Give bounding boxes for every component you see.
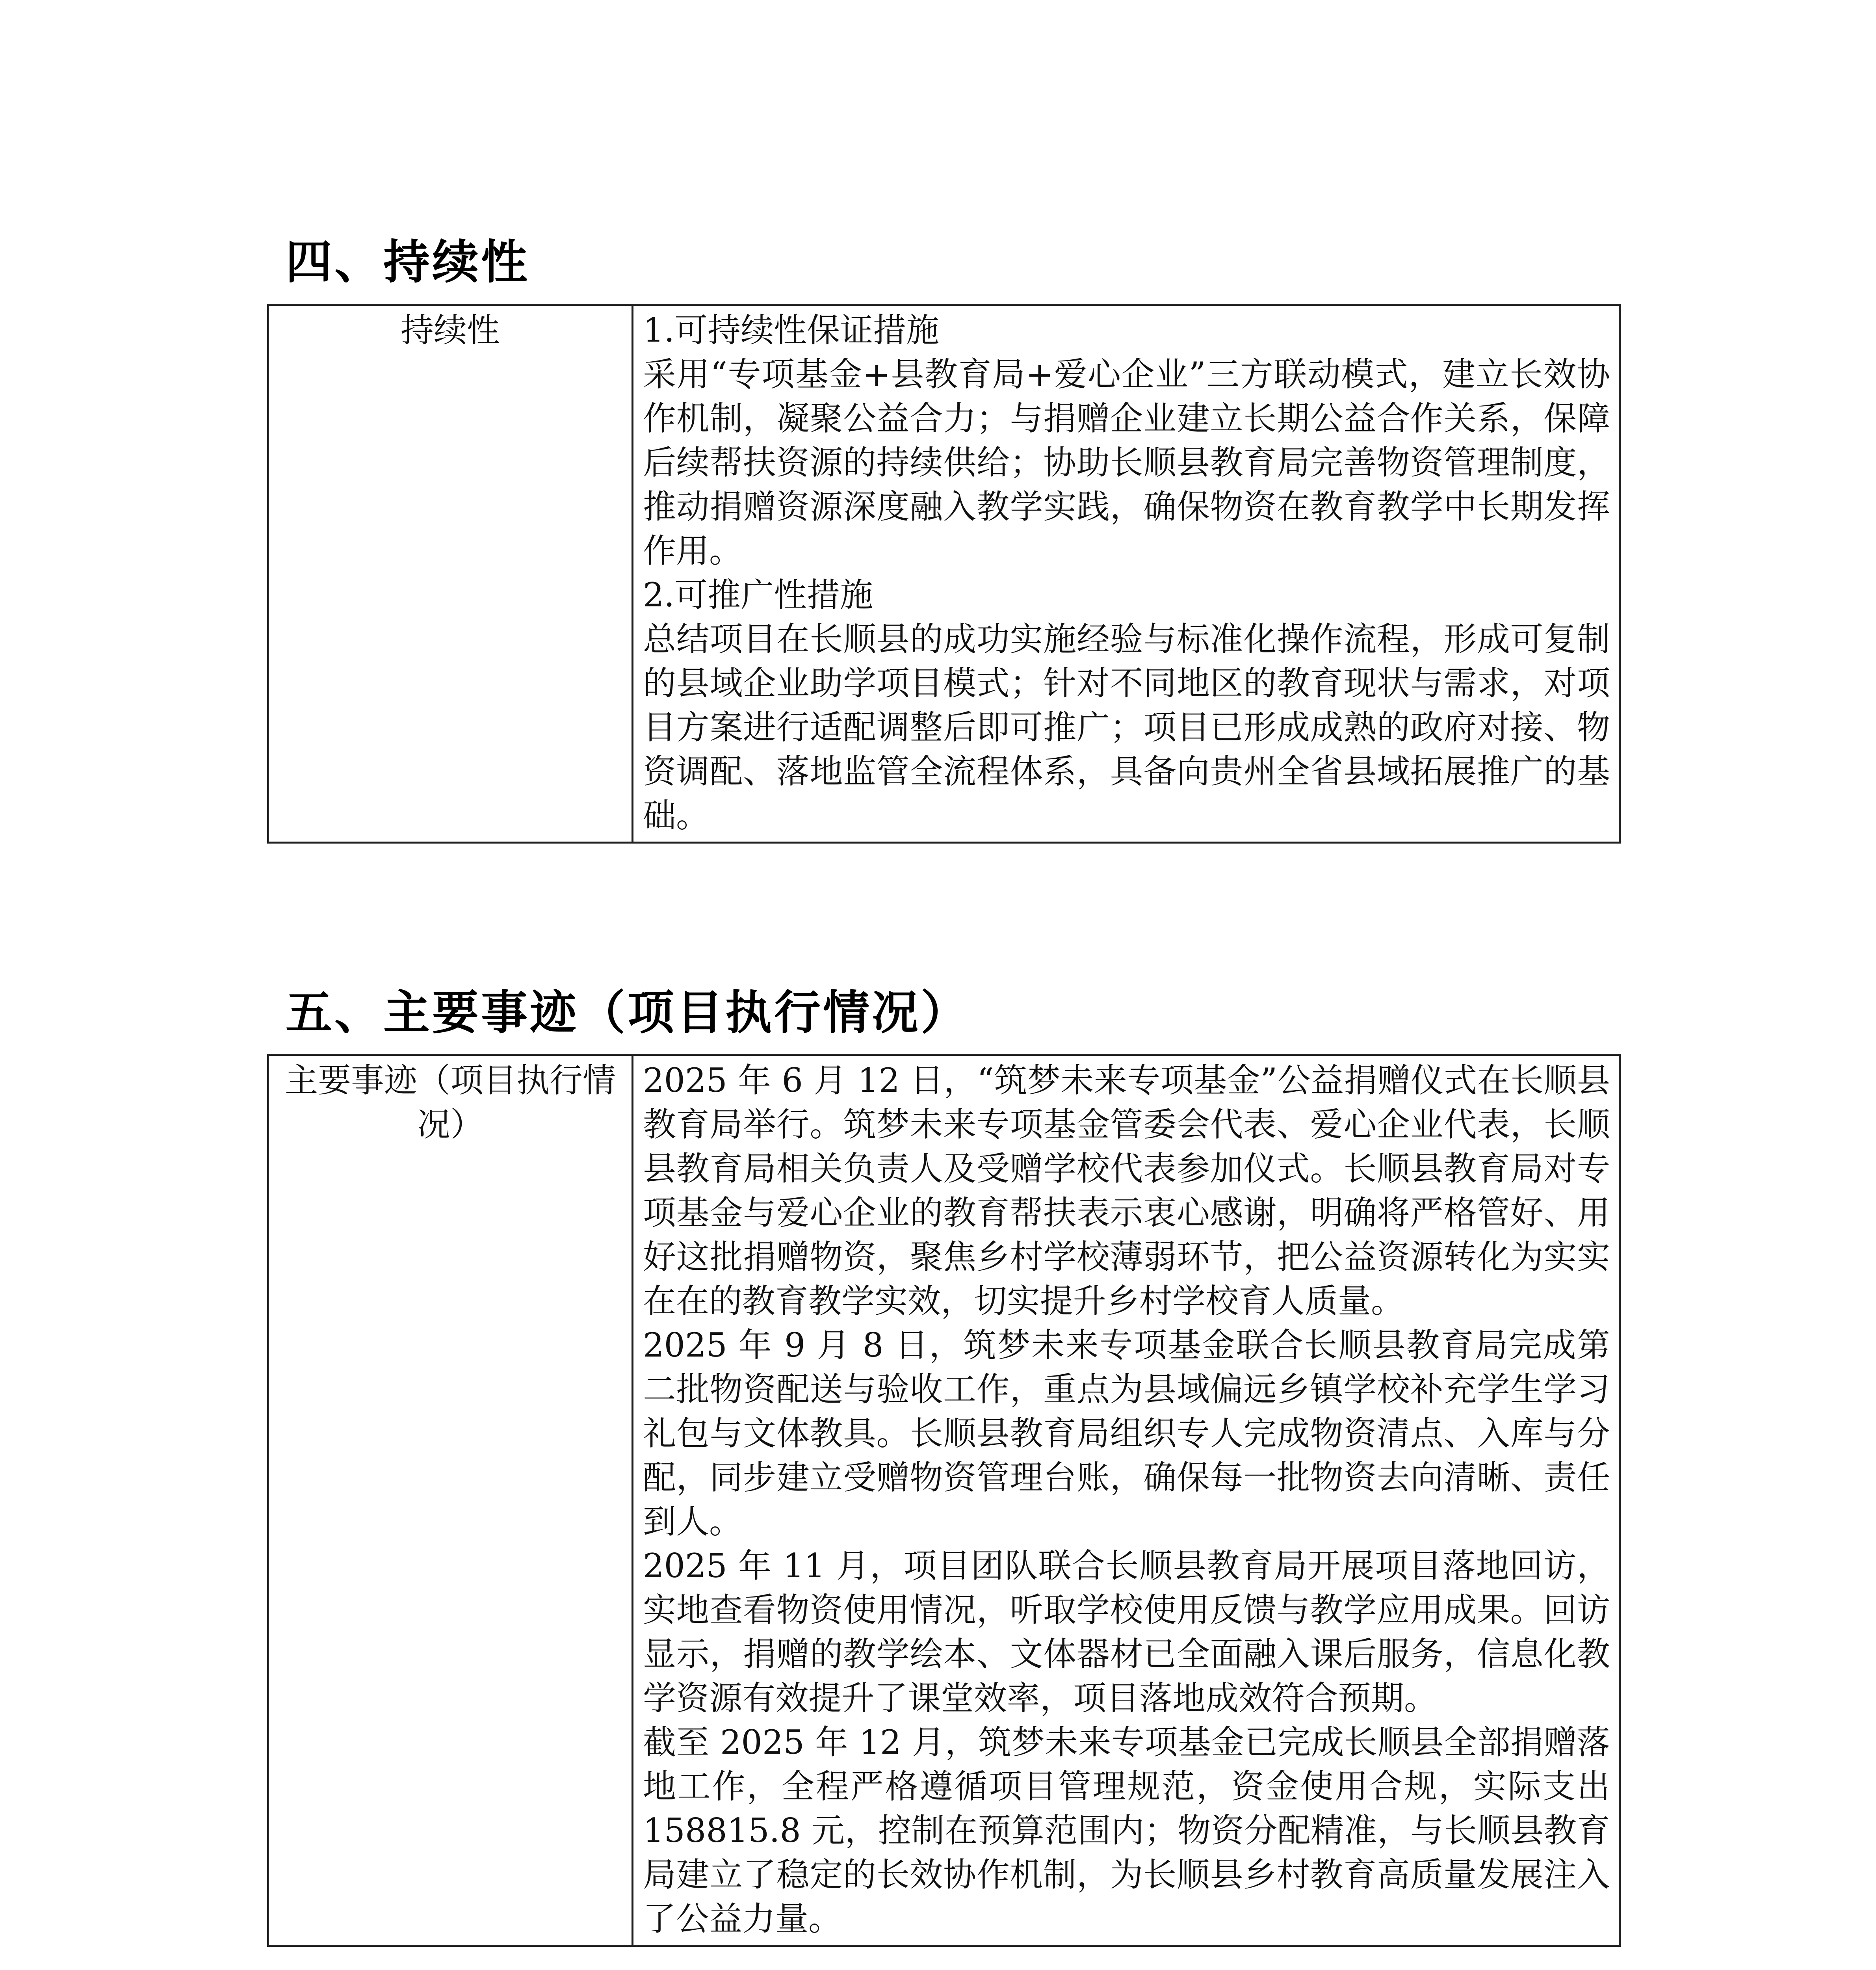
sustainability-paragraph-1: 采用“专项基金+县教育局+爱心企业”三方联动模式，建立长效协作机制，凝聚公益合力；与捐赠企业建立长期公益合作关系，保障后续帮扶资源的持续供给；协助长顺县教育局完善物资管理制度，推动捐赠资源深度融入教学实践，确保物资在教育教学中长期发挥作用。	[643, 355, 1610, 570]
section-heading-sustainability: 四、持续性	[286, 235, 530, 289]
section-heading-main-deeds: 五、主要事迹（项目执行情况）	[286, 985, 970, 1040]
main-deeds-table	[267, 1054, 1621, 1947]
main-deeds-content	[633, 1055, 1620, 1946]
sustainability-subheading-2: 2.可推广性措施	[643, 576, 873, 614]
sustainability-content	[633, 305, 1620, 843]
sustainability-table	[267, 304, 1621, 844]
row-label-main-deeds: 主要事迹（项目执行情况）	[268, 1055, 633, 1946]
table-row	[268, 305, 1620, 843]
sustainability-paragraph-2: 总结项目在长顺县的成功实施经验与标准化操作流程，形成可复制的县域企业助学项目模式；针对不同地区的教育现状与需求，对项目方案进行适配调整后即可推广；项目已形成成熟的政府对接、物资调配、落地监管全流程体系，具备向贵州全省县域拓展推广的基础。	[643, 620, 1610, 835]
table-row	[268, 1055, 1620, 1946]
deeds-paragraph-june: 2025 年 6 月 12 日，“筑梦未来专项基金”公益捐赠仪式在长顺县教育局举行。筑梦未来专项基金管委会代表、爱心企业代表，长顺县教育局相关负责人及受赠学校代表参加仪式。长顺县教育局对专项基金与爱心企业的教育帮扶表示衷心感谢，明确将严格管好、用好这批捐赠物资，聚焦乡村学校薄弱环节，把公益资源转化为实实在在的教育教学实效，切实提升乡村学校育人质量。	[643, 1061, 1610, 1320]
deeds-paragraph-november: 2025 年 11 月，项目团队联合长顺县教育局开展项目落地回访，实地查看物资使用情况，听取学校使用反馈与教学应用成果。回访显示，捐赠的教学绘本、文体器材已全面融入课后服务，信息化教学资源有效提升了课堂效率，项目落地成效符合预期。	[643, 1546, 1610, 1717]
deeds-paragraph-september: 2025 年 9 月 8 日，筑梦未来专项基金联合长顺县教育局完成第二批物资配送与验收工作，重点为县域偏远乡镇学校补充学生学习礼包与文体教具。长顺县教育局组织专人完成物资清点、入库与分配，同步建立受赠物资管理台账，确保每一批物资去向清晰、责任到人。	[643, 1326, 1610, 1541]
row-label-sustainability: 持续性	[268, 305, 633, 843]
deeds-paragraph-december: 截至 2025 年 12 月，筑梦未来专项基金已完成长顺县全部捐赠落地工作，全程严格遵循项目管理规范，资金使用合规，实际支出 158815.8 元，控制在预算范围内；物资分配精准，与长顺县教育局建立了稳定的长效协作机制，为长顺县乡村教育高质量发展注入了公益力量。	[643, 1723, 1610, 1938]
sustainability-subheading-1: 1.可持续性保证措施	[643, 311, 940, 349]
